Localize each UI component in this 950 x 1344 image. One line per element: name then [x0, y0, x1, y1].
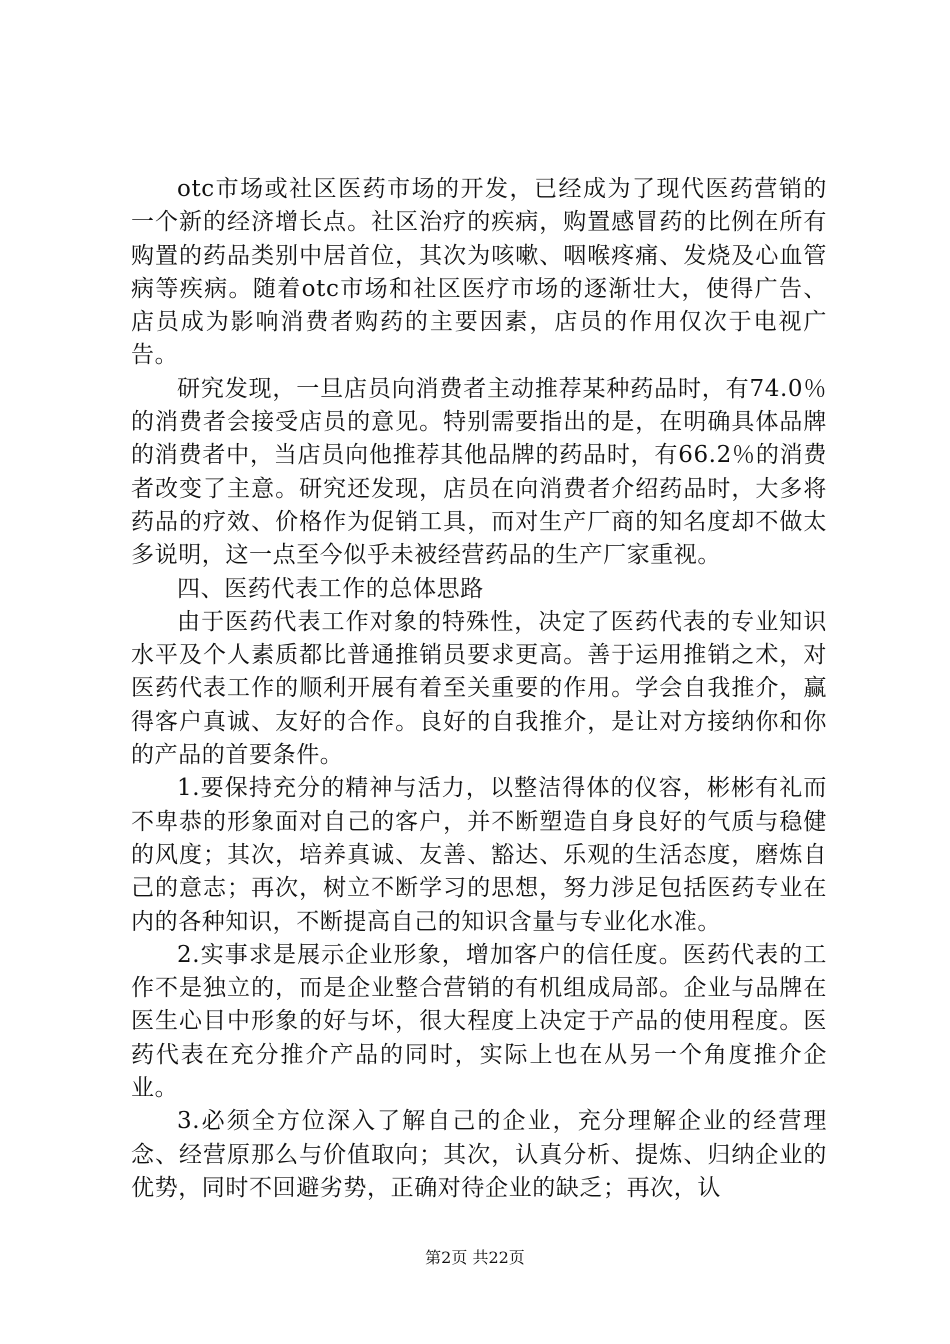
paragraph-item-2: 2.实事求是展示企业形象，增加客户的信任度。医药代表的工作不是独立的，而是企业整合营销的有机组成局部。企业与品牌在医生心目中形象的好与坏，很大程度上决定于产品的使用程度。医药代表在充分推介产品的同时，实际上也在从另一个角度推介企业。 — [131, 941, 827, 1102]
document-body — [131, 173, 827, 1205]
paragraph-rep-work: 由于医药代表工作对象的特殊性，决定了医药代表的专业知识水平及个人素质都比普通推销员要求更高。善于运用推销之术，对医药代表工作的顺利开展有着至关重要的作用。学会自我推介，赢得客户真诚、友好的合作。良好的自我推介，是让对方接纳你和你的产品的首要条件。 — [131, 608, 827, 769]
paragraph-item-1: 1.要保持充分的精神与活力，以整洁得体的仪容，彬彬有礼而不卑恭的形象面对自己的客户，并不断塑造自身良好的气质与稳健的风度；其次，培养真诚、友善、豁达、乐观的生活态度，磨炼自己的意志；再次，树立不断学习的思想，努力涉足包括医药专业在内的各种知识，不断提高自己的知识含量与专业化水准。 — [131, 775, 827, 935]
paragraph-research-findings: 研究发现，一旦店员向消费者主动推荐某种药品时，有74.0％的消费者会接受店员的意见。特别需要指出的是，在明确具体品牌的消费者中，当店员向他推荐其他品牌的药品时，有66.2％的消费者改变了主意。研究还发现，店员在向消费者介绍药品时，大多将药品的疗效、价格作为促销工具，而对生产厂商的知名度却不做太多说明，这一点至今似乎未被经营药品的生产厂家重视。 — [131, 375, 827, 569]
section-heading: 四、医药代表工作的总体思路 — [177, 575, 484, 602]
paragraph-otc-market: otc市场或社区医药市场的开发，已经成为了现代医药营销的一个新的经济增长点。社区治疗的疾病，购置感冒药的比例在所有购置的药品类别中居首位，其次为咳嗽、咽喉疼痛、发烧及心血管病等疾病。随着otc市场和社区医疗市场的逐渐壮大，使得广告、店员成为影响消费者购药的主要因素，店员的作用仅次于电视广告。 — [131, 176, 827, 369]
page-footer: 第2页 共22页 — [425, 1248, 525, 1267]
paragraph-item-3: 3.必须全方位深入了解自己的企业，充分理解企业的经营理念、经营原那么与价值取向；其次，认真分析、提炼、归纳企业的优势，同时不回避劣势，正确对待企业的缺乏；再次，认 — [131, 1108, 827, 1201]
